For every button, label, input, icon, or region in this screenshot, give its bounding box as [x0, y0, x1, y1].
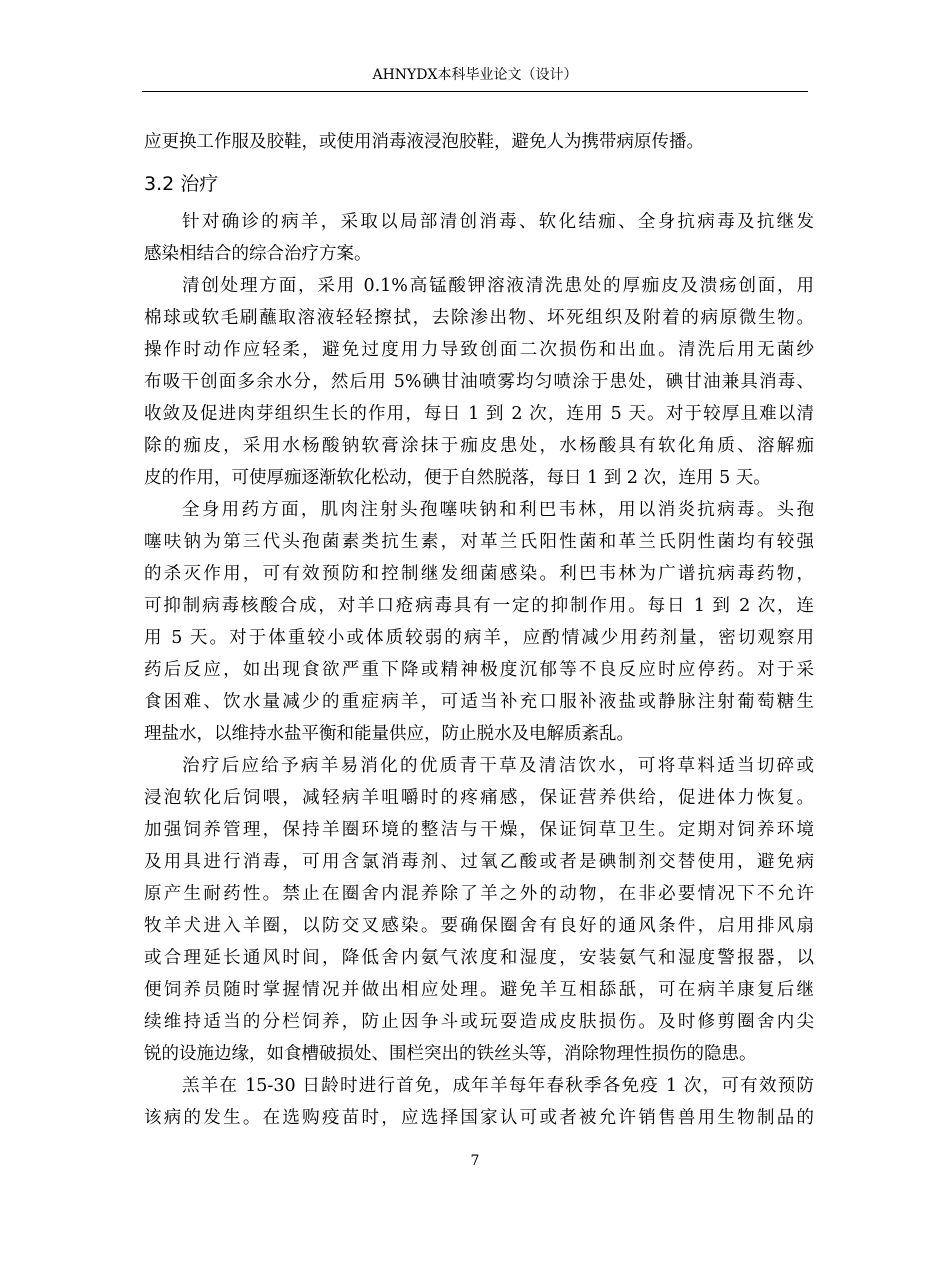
text-line: 加强饲养管理，保持羊圈环境的整洁与干燥，保证饲草卫生。定期对饲养环境 — [144, 820, 814, 840]
paragraph-systemic-medication — [144, 494, 814, 750]
text-line: 布吸干创面多余水分，然后用 5%碘甘油喷雾均匀喷涂于患处，碘甘油兼具消毒、 — [144, 372, 814, 392]
paragraph-continuation — [144, 126, 814, 158]
text-line: 用 5 天。对于体重较小或体质较弱的病羊，应酌情减少用药剂量，密切观察用 — [144, 628, 814, 648]
running-header: AHNYDX本科毕业论文（设计） — [372, 67, 578, 83]
text-line: 感染相结合的综合治疗方案。 — [144, 244, 372, 264]
text-line: 治疗后应给予病羊易消化的优质青干草及清洁饮水，可将草料适当切碎或 — [182, 756, 814, 776]
text-line: 皮的作用，可使厚痂逐渐软化松动，便于自然脱落，每日 1 到 2 次，连用 5 天。 — [144, 468, 771, 488]
text-line: 原产生耐药性。禁止在圈舍内混养除了羊之外的动物，在非必要情况下不允许 — [144, 884, 814, 904]
text-line: 应更换工作服及胶鞋，或使用消毒液浸泡胶鞋，避免人为携带病原传播。 — [144, 132, 704, 152]
text-line: 羔羊在 15-30 日龄时进行首免，成年羊每年春秋季各免疫 1 次，可有效预防 — [182, 1076, 814, 1096]
page-number: 7 — [470, 1153, 480, 1169]
text-line: 除的痂皮，采用水杨酸钠软膏涂抹于痂皮患处，水杨酸具有软化角质、溶解痂 — [144, 436, 814, 456]
text-line: 或合理延长通风时间，降低舍内氨气浓度和湿度，安装氨气和湿度警报器，以 — [144, 948, 814, 968]
text-line: 理盐水，以维持水盐平衡和能量供应，防止脱水及电解质紊乱。 — [144, 724, 634, 744]
text-line: 棉球或软毛刷蘸取溶液轻轻擦拭，去除渗出物、坏死组织及附着的病原微生物。 — [144, 308, 814, 328]
text-line: 针对确诊的病羊，采取以局部清创消毒、软化结痂、全身抗病毒及抗继发 — [182, 212, 814, 232]
text-line: 清创处理方面，采用 0.1%高锰酸钾溶液清洗患处的厚痂皮及溃疡创面，用 — [182, 276, 814, 296]
page-body — [144, 126, 814, 1134]
paragraph-post-treatment-care — [144, 750, 814, 1070]
text-line: 及用具进行消毒，可用含氯消毒剂、过氧乙酸或者是碘制剂交替使用，避免病 — [144, 852, 814, 872]
text-line: 噻呋钠为第三代头孢菌素类抗生素，对革兰氏阳性菌和革兰氏阴性菌均有较强 — [144, 532, 814, 552]
header-divider — [142, 91, 808, 92]
text-line: 的杀灭作用，可有效预防和控制继发细菌感染。利巴韦林为广谱抗病毒药物， — [144, 564, 814, 584]
text-line: 食困难、饮水量减少的重症病羊，可适当补充口服补液盐或静脉注射葡萄糖生 — [144, 692, 814, 712]
text-line: 锐的设施边缘，如食槽破损处、围栏突出的铁丝头等，消除物理性损伤的隐患。 — [144, 1044, 757, 1064]
text-line: 牧羊犬进入羊圈，以防交叉感染。要确保圈舍有良好的通风条件，启用排风扇 — [144, 916, 814, 936]
text-line: 药后反应，如出现食欲严重下降或精神极度沉郁等不良反应时应停药。对于采 — [144, 660, 814, 680]
text-line: 可抑制病毒核酸合成，对羊口疮病毒具有一定的抑制作用。每日 1 到 2 次，连 — [144, 596, 814, 616]
text-line: 全身用药方面，肌肉注射头孢噻呋钠和利巴韦林，用以消炎抗病毒。头孢 — [182, 500, 814, 520]
section-heading: 3.2 治疗 — [144, 173, 219, 195]
paragraph-vaccination — [144, 1070, 814, 1134]
text-line: 该病的发生。在选购疫苗时，应选择国家认可或者被允许销售兽用生物制品的 — [144, 1108, 814, 1128]
text-line: 续维持适当的分栏饲养，防止因争斗或玩耍造成皮肤损伤。及时修剪圈舍内尖 — [144, 1012, 814, 1032]
text-line: 浸泡软化后饲喂，减轻病羊咀嚼时的疼痛感，保证营养供给，促进体力恢复。 — [144, 788, 814, 808]
text-line: 便饲养员随时掌握情况并做出相应处理。避免羊互相舔舐，可在病羊康复后继 — [144, 980, 814, 1000]
text-line: 收敛及促进肉芽组织生长的作用，每日 1 到 2 次，连用 5 天。对于较厚且难以清 — [144, 404, 814, 424]
paragraph-treatment-plan — [144, 206, 814, 270]
text-line: 操作时动作应轻柔，避免过度用力导致创面二次损伤和出血。清洗后用无菌纱 — [144, 340, 814, 360]
paragraph-debridement — [144, 270, 814, 494]
